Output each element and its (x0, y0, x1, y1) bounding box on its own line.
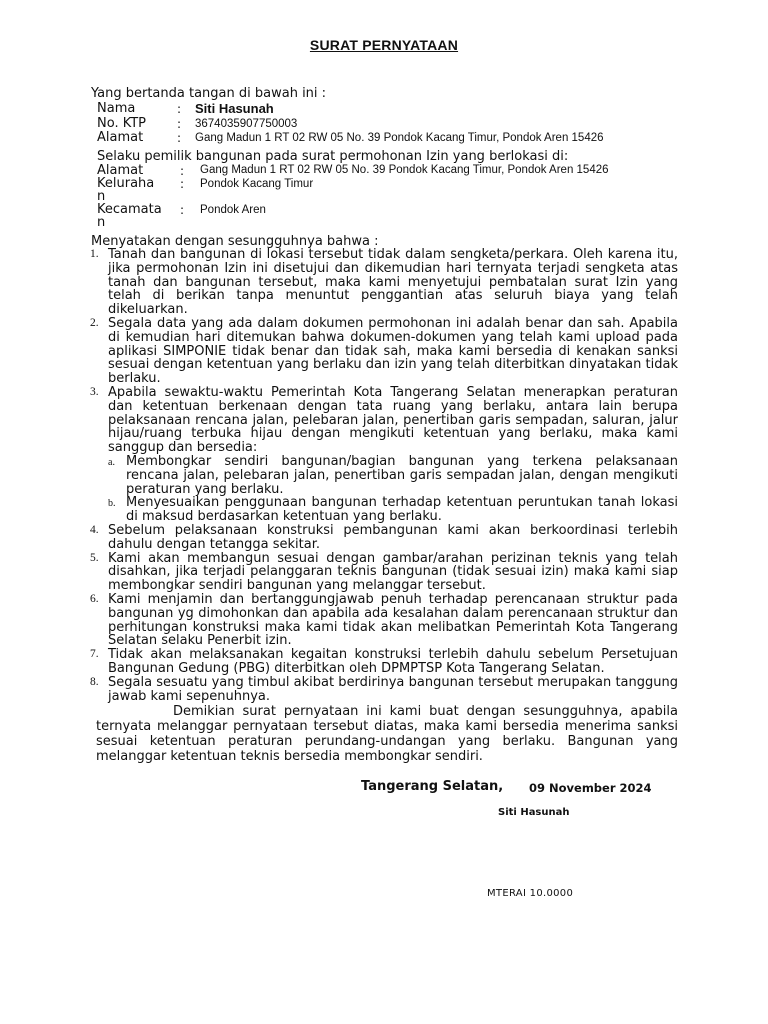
statement-number: 6. (90, 592, 99, 605)
location-address-value: Gang Madun 1 RT 02 RW 05 No. 39 Pondok Kacang Timur, Pondok Aren 15426 (200, 164, 609, 176)
kelurahan-value: Pondok Kacang Timur (200, 178, 314, 190)
document-title: SURAT PERNYATAAN (309, 37, 459, 53)
statement-item (90, 248, 678, 317)
subitem-text: Menyesuaikan penggunaan bangunan terhadap ketentuan peruntukan tanah lokasi di maksud berdasarkan ketentuan yang berlaku. (126, 495, 678, 525)
kelurahan-colon: : (180, 177, 185, 191)
kecamatan-value: Pondok Aren (200, 204, 266, 216)
name-colon: : (177, 102, 182, 116)
signature-place: Tangerang Selatan, (361, 779, 504, 794)
statement-number: 7. (90, 648, 99, 661)
statement-subitem (108, 496, 678, 524)
statement-text: Apabila sewaktu-waktu Pemerintah Kota Tangerang Selatan menerapkan peraturan dan ketentuan berkenaan dengan tata ruang yang berlaku, antara lain berupa pelaksanaan rencana jalan, pelebaran jalan, penertiban garis sempadan, saluran, jalur hijau/ruang terbuka hijau dengan mengikuti ketentuan yang berlaku, maka kami sanggup dan bersedia: (108, 384, 678, 456)
statement-text: Segala sesuatu yang timbul akibat berdirinya bangunan tersebut merupakan tanggung jawab kami sepenuhnya. (108, 674, 678, 704)
address-label: Alamat (97, 130, 144, 145)
signature-date: 09 November 2024 (529, 781, 652, 795)
stamp-label: MTERAI 10.0000 (487, 888, 574, 899)
address-value: Gang Madun 1 RT 02 RW 05 No. 39 Pondok Kacang Timur, Pondok Aren 15426 (195, 132, 604, 144)
statement-number: 4. (90, 523, 99, 536)
statement-item (90, 524, 678, 552)
statement-sublist (108, 455, 678, 524)
statement-subitem (108, 455, 678, 496)
ktp-colon: : (177, 117, 182, 131)
location-address-colon: : (180, 164, 185, 178)
statement-text: Kami akan membangun sesuai dengan gambar/arahan perizinan teknis yang telah disahkan, jika terjadi pelanggaran teknis bangunan (tidak sesuai izin) maka kami siap membongkar sendiri bangunan yang melanggar tersebut. (108, 550, 678, 594)
statement-item (90, 676, 678, 704)
kelurahan-label-wrap: n (97, 189, 106, 204)
statement-number: 3. (90, 385, 99, 398)
ktp-value: 3674035907750003 (195, 118, 298, 130)
subitem-text: Membongkar sendiri bangunan/bagian bangunan yang terkena pelaksanaan rencana jalan, pelebaran jalan, penertiban garis sempadan jalan, dengan mengikuti peraturan yang berlaku. (126, 453, 678, 497)
statement-number: 8. (90, 675, 99, 688)
statement-item (90, 552, 678, 593)
name-value: Siti Hasunah (195, 101, 274, 116)
statement-item (90, 386, 678, 524)
owner-intro-text: Selaku pemilik bangunan pada surat permohonan Izin yang berlokasi di: (97, 149, 569, 164)
kecamatan-colon: : (180, 203, 185, 217)
kecamatan-label: Kecamata (97, 202, 162, 217)
subitem-letter: b. (108, 498, 116, 510)
kecamatan-label-wrap: n (97, 215, 106, 230)
statement-item (90, 593, 678, 648)
statement-item (90, 648, 678, 676)
ktp-label: No. KTP (97, 116, 147, 131)
statement-text: Tanah dan bangunan di lokasi tersebut tidak dalam sengketa/perkara. Oleh karena itu, jika permohonan Izin ini disetujui dan dikemudian hari ternyata terjadi sengketa atas tanah dan bangunan tersebut, maka kami menyetujui pembatalan surat Izin yang telah di berikan tanpa menuntut penggantian atas seluruh biaya yang telah dikeluarkan. (108, 247, 678, 318)
statement-list (90, 248, 678, 703)
location-address-label: Alamat (97, 163, 144, 178)
statement-number: 2. (90, 316, 99, 329)
statement-number: 5. (90, 551, 99, 564)
subitem-letter: a. (108, 456, 115, 468)
address-colon: : (177, 131, 182, 145)
statement-text: Kami menjamin dan bertanggungjawab penuh terhadap perencanaan struktur pada bangunan yg dimohonkan dan apabila ada kesalahan dalam perencanaan struktur dan perhitungan konstruksi maka kami tidak akan melibatkan Pemerintah Kota Tangerang Selatan selaku Penerbit izin. (108, 591, 678, 649)
statement-text: Tidak akan melaksanakan kegaitan konstruksi terlebih dahulu sebelum Persetujuan Bangunan Gedung (PBG) diterbitkan oleh DPMPTSP Kota Tangerang Selatan. (108, 647, 678, 676)
statement-text: Sebelum pelaksanaan konstruksi pembangunan kami akan berkoordinasi terlebih dahulu dengan tetangga sekitar. (108, 522, 678, 552)
signature-name: Siti Hasunah (498, 807, 570, 818)
kelurahan-label: Keluraha (97, 176, 155, 191)
statement-item (90, 317, 678, 386)
statement-intro: Menyatakan dengan sesungguhnya bahwa : (91, 234, 379, 249)
closing-paragraph: Demikian surat pernyataan ini kami buat dengan sesungguhnya, apabila ternyata melanggar pernyataan tersebut diatas, maka kami bersedia menerima sanksi sesuai ketentuan peraturan perundang-undangan yang berlaku. Bangunan yang melanggar ketentuan teknis bersedia membongkar sendiri. (96, 704, 678, 764)
statement-number: 1. (90, 248, 99, 260)
name-label: Nama (97, 101, 136, 116)
statement-text: Segala data yang ada dalam dokumen permohonan ini adalah benar dan sah. Apabila di kemudian hari ditemukan bahwa dokumen-dokumen yang telah kami upload pada aplikasi SIMPONIE tidak benar dan tidak sah, maka kami bersedia di kenakan sanksi sesuai dengan ketentuan yang berlaku dan izin yang telah diterbitkan dinyatakan tidak berlaku. (108, 315, 678, 387)
intro-text: Yang bertanda tangan di bawah ini : (91, 86, 327, 101)
